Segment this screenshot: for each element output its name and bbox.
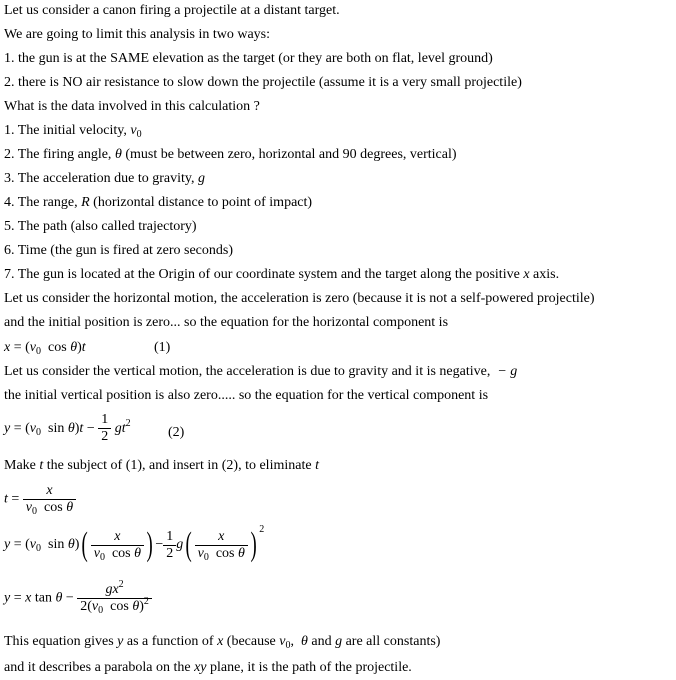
fraction-gx2: $\frac{gx^2}{2(v_0 \cos \theta)^2}$ xyxy=(77,582,152,615)
conclusion-line-2: and it describes a parabola on the xy plane, it is the path of the projectile. xyxy=(4,660,412,675)
fraction-half-2: $\frac{1}{2}$ xyxy=(163,529,176,562)
equation-1: $x = (v_0$ cos θ)t xyxy=(4,340,86,357)
equation-1-label: (1) xyxy=(154,340,171,355)
intro-line-3: 1. the gun is at the SAME elevation as the target (or they are both on flat, level ground) xyxy=(4,51,493,66)
horizontal-line-1: Let us consider the horizontal motion, the acceleration is zero (because it is not a self-powered projectile) xyxy=(4,291,595,306)
data-item-2: 2. The firing angle, θ (must be between zero, horizontal and 90 degrees, vertical) xyxy=(4,147,457,162)
equation-t: t = $\frac{x}{v_0 \cos \theta}$ xyxy=(4,483,76,516)
conclusion-line-1: This equation gives y as a function of x (because $v_0$, θ and g are all constants) xyxy=(4,634,441,651)
fraction-sub-1: $\frac{x}{v_0 \cos \theta}$ xyxy=(91,529,144,562)
fraction-sub-2: $\frac{x}{v_0 \cos \theta}$ xyxy=(195,529,248,562)
data-item-4: 4. The range, R (horizontal distance to point of impact) xyxy=(4,195,313,210)
equation-2: $y = (v_0$ sin θ)t − $\frac{1}{2}$ $gt^2$ xyxy=(4,412,131,444)
data-item-7: 7. The gun is located at the Origin of our coordinate system and the target along the positive x axis. xyxy=(4,267,560,282)
horizontal-line-2: and the initial position is zero... so the equation for the horizontal component is xyxy=(4,315,449,330)
intro-line-5: What is the data involved in this calculation ? xyxy=(4,99,260,114)
data-item-5: 5. The path (also called trajectory) xyxy=(4,219,197,234)
data-item-6: 6. Time (the gun is fired at zero seconds) xyxy=(4,243,234,258)
fraction-x-over-v0cos: $\frac{x}{v_0 \cos \theta}$ xyxy=(23,483,76,516)
vertical-line-2: the initial vertical position is also zero..... so the equation for the vertical component is xyxy=(4,388,489,403)
intro-line-4: 2. there is NO air resistance to slow down the projectile (assume it is a very small projectile) xyxy=(4,75,522,90)
fraction-half: $\frac{1}{2}$ xyxy=(98,412,111,445)
intro-line-1: Let us consider a canon firing a projectile at a distant target. xyxy=(4,3,340,18)
equation-2-label: (2) xyxy=(168,425,185,440)
vertical-line-1: Let us consider the vertical motion, the acceleration is due to gravity and it is negative, − g xyxy=(4,364,518,379)
equation-substituted: $y = (v_0$ sin θ)( $\frac{x}{v_0 \cos \theta}$ ) − $\frac{1}{2}$ g( $\frac{x}{v_0 \cos \theta}$ ) $^2$ xyxy=(4,524,265,563)
equation-trajectory: y = x tan θ − $\frac{gx^2}{2(v_0 \cos \theta)^2}$ xyxy=(4,582,152,615)
data-item-1: 1. The initial velocity, $v_0$ xyxy=(4,123,142,140)
intro-line-2: We are going to limit this analysis in two ways: xyxy=(4,27,271,42)
eliminate-line: Make t the subject of (1), and insert in (2), to eliminate t xyxy=(4,458,319,473)
data-item-3: 3. The acceleration due to gravity, g xyxy=(4,171,205,186)
